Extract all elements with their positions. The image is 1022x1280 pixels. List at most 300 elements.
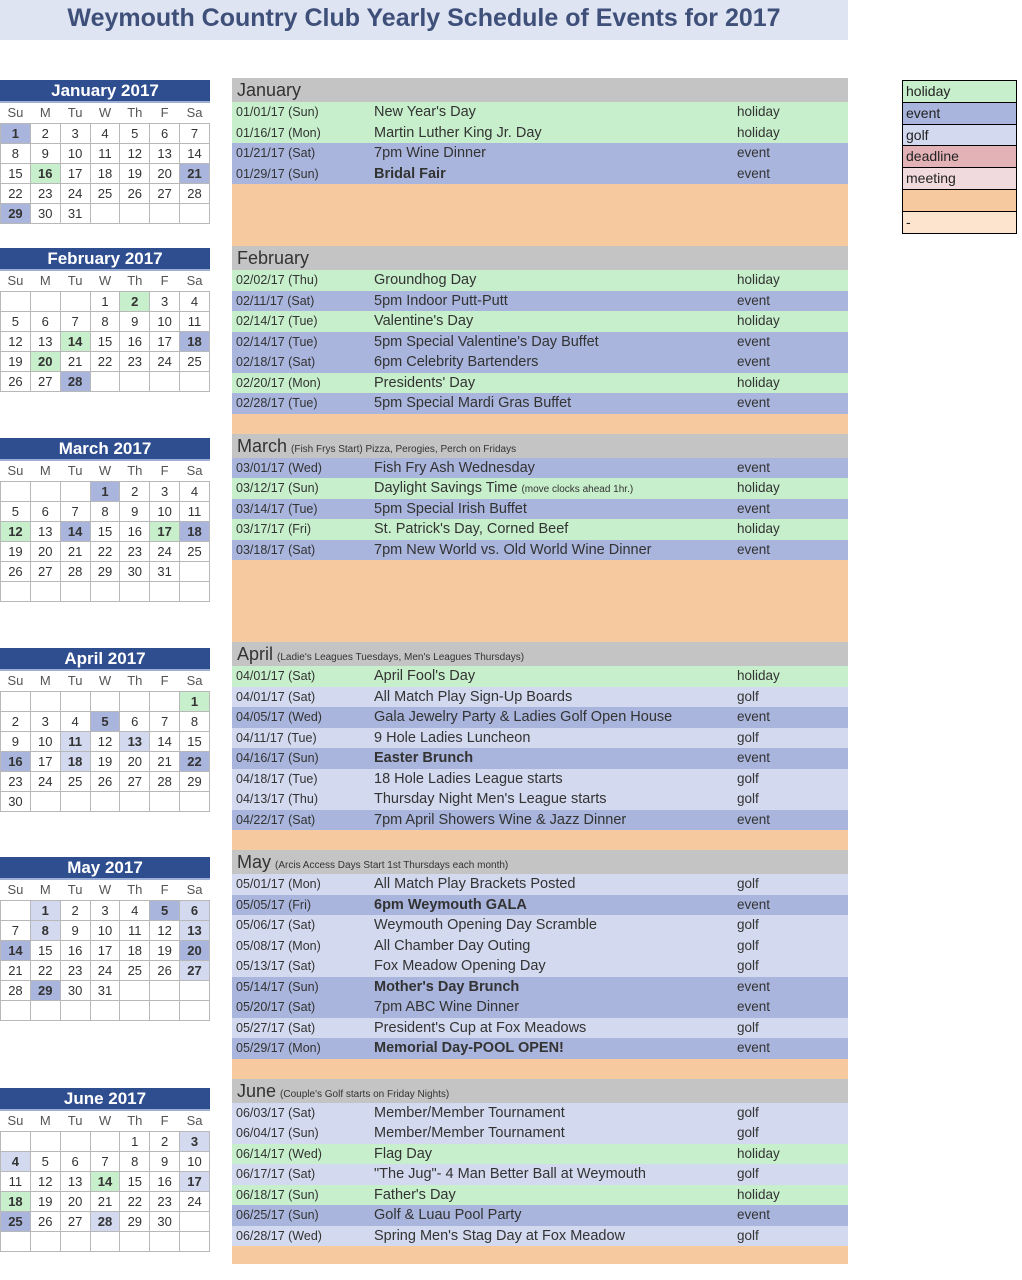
calendar-day: 4: [60, 712, 90, 732]
event-name: [374, 687, 572, 707]
calendar-day: 3: [180, 1132, 210, 1152]
event-row: [232, 1038, 848, 1059]
calendar-day: 13: [30, 522, 60, 542]
event-date: 04/22/17 (Sat): [236, 812, 316, 827]
calendar-day: 15: [180, 732, 210, 752]
event-row: [232, 270, 848, 291]
calendar-day: 28: [1, 981, 31, 1001]
calendar-day: 15: [120, 1172, 150, 1192]
weekday-label: Sa: [180, 461, 210, 482]
calendar-day: [90, 692, 120, 712]
calendar-day: 14: [180, 144, 210, 164]
calendar-day: [90, 1232, 120, 1252]
event-title: "The Jug"- 4 Man Better Ball at Weymouth: [374, 1166, 646, 1182]
calendar-day: 5: [90, 712, 120, 732]
month-note: (Couple's Golf starts on Friday Nights): [280, 1088, 450, 1100]
mini-calendar: [0, 857, 210, 1021]
event-date: 01/01/17 (Sun): [236, 105, 319, 119]
event-name: [374, 1018, 586, 1038]
month-note: (Fish Frys Start) Pizza, Perogies, Perch on Fridays: [291, 443, 517, 455]
calendar-day: [120, 372, 150, 392]
event-date: 01/21/17 (Sat): [236, 146, 316, 160]
event-date: 03/01/17 (Wed): [236, 460, 322, 475]
event-type: event: [737, 292, 771, 308]
calendar-day: 20: [30, 542, 60, 562]
weekday-label: Th: [120, 671, 150, 692]
calendar-day: 10: [60, 144, 90, 164]
calendar-day: 19: [120, 164, 150, 184]
calendar-day: 7: [1, 921, 31, 941]
event-type: golf: [737, 1227, 759, 1243]
calendar-day: 6: [30, 312, 60, 332]
month-header: [232, 246, 848, 270]
event-title: New Year's Day: [374, 104, 476, 120]
event-type: golf: [737, 1019, 759, 1035]
calendar-day: 29: [90, 562, 120, 582]
event-name: [374, 373, 475, 393]
calendar-day: [90, 792, 120, 812]
calendar-day: 4: [1, 1152, 31, 1172]
calendar-day: 16: [150, 1172, 180, 1192]
month-note: (Arcis Access Days Start 1st Thursdays each month): [275, 860, 509, 871]
calendar-day: [30, 582, 60, 602]
event-row: [232, 1226, 848, 1247]
weekday-label: F: [150, 103, 180, 124]
calendar-day: 17: [90, 941, 120, 961]
calendar-day: 24: [180, 1192, 210, 1212]
event-name: [374, 332, 599, 352]
calendar-day: 1: [90, 482, 120, 502]
calendar-day: 7: [180, 124, 210, 144]
calendar-day: 9: [60, 921, 90, 941]
event-type: golf: [737, 917, 759, 932]
weekday-label: F: [150, 671, 180, 692]
calendar-day: 31: [60, 204, 90, 224]
calendar-day: 24: [150, 352, 180, 372]
event-title: 7pm New World vs. Old World Wine Dinner: [374, 541, 652, 558]
legend-item: [903, 190, 1016, 212]
weekday-label: W: [90, 1111, 120, 1132]
month-filler: [232, 184, 848, 246]
event-row: [232, 977, 848, 998]
calendar-grid: [0, 461, 210, 602]
calendar-day: [150, 372, 180, 392]
weekday-label: F: [150, 461, 180, 482]
event-title: Golf & Luau Pool Party: [374, 1207, 522, 1223]
calendar-day: 20: [150, 164, 180, 184]
event-row: [232, 769, 848, 790]
event-date: 05/27/17 (Sat): [236, 1020, 316, 1035]
event-date: 05/14/17 (Sun): [236, 979, 319, 994]
event-date: 04/01/17 (Sat): [236, 669, 316, 683]
calendar-day: 3: [30, 712, 60, 732]
calendar-day: 22: [120, 1192, 150, 1212]
calendar-day: 21: [150, 752, 180, 772]
event-row: [232, 458, 848, 479]
calendar-day: 18: [90, 164, 120, 184]
calendar-day: 31: [90, 981, 120, 1001]
calendar-day: 11: [60, 732, 90, 752]
calendar-day: 22: [90, 352, 120, 372]
calendar-day: 2: [60, 901, 90, 921]
event-date: 05/06/17 (Sat): [236, 918, 316, 932]
calendar-day: [1, 292, 31, 312]
calendar-week: [1, 1172, 210, 1192]
calendar-month-title: June 2017: [0, 1088, 210, 1111]
event-row: [232, 956, 848, 977]
calendar-day: 3: [150, 482, 180, 502]
calendar-day: 30: [120, 562, 150, 582]
event-date: 06/28/17 (Wed): [236, 1228, 322, 1243]
event-date: 06/17/17 (Sat): [236, 1167, 316, 1181]
event-title: 6pm Celebrity Bartenders: [374, 354, 539, 370]
calendar-day: [150, 1001, 180, 1021]
weekday-label: Tu: [60, 671, 90, 692]
legend-item: deadline: [903, 146, 1016, 168]
event-row: [232, 540, 848, 561]
legend-item: meeting: [903, 168, 1016, 190]
weekday-label: Sa: [180, 271, 210, 292]
calendar-day: 18: [180, 522, 210, 542]
calendar-day: 19: [90, 752, 120, 772]
calendar-day: 23: [120, 542, 150, 562]
calendar-grid: [0, 103, 210, 224]
event-name: [374, 1226, 625, 1246]
event-date: 01/29/17 (Sun): [236, 166, 319, 181]
calendar-day: 22: [1, 184, 31, 204]
calendar-day: 26: [1, 562, 31, 582]
weekday-label: M: [30, 103, 60, 124]
calendar-day: [180, 1212, 210, 1232]
calendar-day: 15: [1, 164, 31, 184]
calendar-day: 17: [150, 332, 180, 352]
calendar-day: 25: [180, 352, 210, 372]
event-type: golf: [737, 1166, 759, 1181]
weekday-label: Su: [1, 271, 31, 292]
month-filler: [232, 1059, 848, 1079]
calendar-day: 17: [150, 522, 180, 542]
calendar-week: [1, 1132, 210, 1152]
event-row: [232, 1144, 848, 1165]
legend-item: event: [903, 103, 1016, 125]
calendar-day: 21: [90, 1192, 120, 1212]
page-title: Weymouth Country Club Yearly Schedule of Events for 2017: [0, 0, 848, 40]
event-name: [374, 728, 530, 748]
calendar-day: 14: [60, 522, 90, 542]
weekday-label: Tu: [60, 880, 90, 901]
month-name: February: [237, 248, 310, 268]
mini-calendar: [0, 648, 210, 812]
calendar-day: [60, 792, 90, 812]
event-name: [374, 789, 606, 809]
weekday-row: [1, 103, 210, 124]
calendar-day: 26: [1, 372, 31, 392]
event-row: [232, 332, 848, 353]
event-title: 6pm Weymouth GALA: [374, 896, 527, 913]
calendar-day: 12: [90, 732, 120, 752]
calendar-day: [120, 792, 150, 812]
event-row: [232, 789, 848, 810]
event-type: golf: [737, 1125, 759, 1140]
event-row: [232, 311, 848, 332]
calendar-day: 27: [30, 372, 60, 392]
calendar-week: [1, 312, 210, 332]
weekday-label: Th: [120, 103, 150, 124]
weekday-row: [1, 271, 210, 292]
calendar-grid: [0, 1111, 210, 1252]
calendar-day: 9: [120, 312, 150, 332]
calendar-day: 27: [60, 1212, 90, 1232]
event-title: Flag Day: [374, 1145, 433, 1162]
calendar-day: 28: [60, 372, 90, 392]
calendar-day: 9: [120, 502, 150, 522]
event-date: 04/11/17 (Tue): [236, 730, 317, 745]
calendar-day: 8: [120, 1152, 150, 1172]
calendar-day: 26: [120, 184, 150, 204]
calendar-week: [1, 372, 210, 392]
calendar-day: [180, 204, 210, 224]
weekday-label: M: [30, 461, 60, 482]
event-name: [374, 810, 626, 830]
event-type: event: [737, 145, 771, 160]
calendar-day: 5: [1, 312, 31, 332]
calendar-day: 6: [120, 712, 150, 732]
event-title: Presidents' Day: [374, 374, 476, 391]
event-row: [232, 123, 848, 144]
event-type: golf: [737, 688, 759, 704]
event-row: [232, 707, 848, 728]
calendar-day: 21: [180, 164, 210, 184]
calendar-day: 28: [60, 562, 90, 582]
calendar-day: 12: [150, 921, 180, 941]
calendar-day: 4: [120, 901, 150, 921]
event-title: 7pm ABC Wine Dinner: [374, 999, 520, 1015]
calendar-week: [1, 184, 210, 204]
month-filler: [232, 1246, 848, 1264]
calendar-day: [60, 692, 90, 712]
weekday-label: Su: [1, 880, 31, 901]
event-row: [232, 519, 848, 540]
event-date: 05/01/17 (Mon): [236, 877, 321, 891]
event-row: [232, 352, 848, 373]
calendar-day: [180, 1001, 210, 1021]
calendar-week: [1, 961, 210, 981]
event-name: [374, 666, 475, 686]
calendar-week: [1, 921, 210, 941]
calendar-day: 18: [60, 752, 90, 772]
weekday-label: W: [90, 671, 120, 692]
event-date: 06/18/17 (Sun): [236, 1187, 319, 1202]
event-type: holiday: [737, 124, 780, 140]
event-title: 18 Hole Ladies League starts: [374, 770, 563, 787]
event-type: event: [737, 395, 771, 410]
calendar-day: 9: [1, 732, 31, 752]
calendar-day: 25: [1, 1212, 31, 1232]
calendar-day: [150, 582, 180, 602]
event-title: Mother's Day Brunch: [374, 978, 520, 995]
calendar-day: 22: [180, 752, 210, 772]
calendar-day: [60, 482, 90, 502]
event-type: event: [737, 750, 771, 765]
calendar-week: [1, 772, 210, 792]
calendar-day: [1, 582, 31, 602]
calendar-day: [30, 1132, 60, 1152]
calendar-week: [1, 1212, 210, 1232]
event-type: event: [737, 978, 771, 994]
calendar-day: 30: [1, 792, 31, 812]
event-title: Father's Day: [374, 1186, 456, 1203]
calendar-day: 5: [150, 901, 180, 921]
event-name: [374, 769, 563, 789]
calendar-day: [90, 1001, 120, 1021]
calendar-day: 3: [90, 901, 120, 921]
calendar-day: 2: [150, 1132, 180, 1152]
weekday-label: Su: [1, 1111, 31, 1132]
event-type: holiday: [737, 1186, 780, 1202]
weekday-label: Tu: [60, 1111, 90, 1132]
calendar-week: [1, 692, 210, 712]
calendar-day: 6: [30, 502, 60, 522]
calendar-day: 4: [90, 124, 120, 144]
calendar-day: 25: [60, 772, 90, 792]
event-type: event: [737, 999, 771, 1014]
event-name: [374, 143, 486, 163]
event-row: [232, 164, 848, 185]
event-type: holiday: [737, 272, 780, 287]
calendar-day: 7: [60, 312, 90, 332]
calendar-day: 25: [180, 542, 210, 562]
calendar-day: 2: [120, 292, 150, 312]
calendar-day: 27: [30, 562, 60, 582]
calendar-day: 7: [60, 502, 90, 522]
calendar-month-title: February 2017: [0, 248, 210, 271]
calendar-day: 4: [180, 292, 210, 312]
calendar-day: 29: [1, 204, 31, 224]
weekday-label: W: [90, 461, 120, 482]
event-name: [374, 1144, 432, 1164]
event-date: 04/18/17 (Tue): [236, 771, 318, 786]
event-title: 5pm Indoor Putt-Putt: [374, 292, 508, 309]
calendar-week: [1, 1232, 210, 1252]
weekday-label: W: [90, 103, 120, 124]
calendar-day: [1, 901, 31, 921]
calendar-day: 16: [30, 164, 60, 184]
event-type: holiday: [737, 104, 780, 119]
calendar-week: [1, 712, 210, 732]
calendar-day: 10: [30, 732, 60, 752]
event-type: event: [737, 1040, 771, 1055]
event-row: [232, 748, 848, 769]
event-title: Spring Men's Stag Day at Fox Meadow: [374, 1227, 625, 1244]
event-title: Fish Fry Ash Wednesday: [374, 459, 535, 476]
event-name: [374, 874, 575, 894]
calendar-day: [180, 981, 210, 1001]
event-type: golf: [737, 937, 759, 953]
event-row: [232, 1123, 848, 1144]
calendar-day: 18: [1, 1192, 31, 1212]
event-type: golf: [737, 729, 759, 745]
calendar-week: [1, 752, 210, 772]
calendar-day: [1, 1001, 31, 1021]
weekday-label: Th: [120, 271, 150, 292]
event-row: [232, 936, 848, 957]
event-date: 02/18/17 (Sat): [236, 355, 316, 369]
month-name: May: [237, 852, 272, 872]
event-title: All Chamber Day Outing: [374, 937, 531, 954]
weekday-label: M: [30, 880, 60, 901]
calendar-day: [30, 792, 60, 812]
calendar-day: 8: [30, 921, 60, 941]
event-type: event: [737, 541, 771, 557]
weekday-label: Tu: [60, 103, 90, 124]
event-title: Daylight Savings Time: [374, 480, 518, 496]
calendar-day: 20: [30, 352, 60, 372]
calendar-day: 11: [120, 921, 150, 941]
event-name: [374, 956, 546, 976]
calendar-day: 2: [30, 124, 60, 144]
event-title: Thursday Night Men's League starts: [374, 791, 607, 807]
event-title: 5pm Special Irish Buffet: [374, 500, 527, 517]
calendar-day: [180, 1232, 210, 1252]
event-title: Gala Jewelry Party & Ladies Golf Open House: [374, 709, 673, 725]
event-date: 04/16/17 (Sun): [236, 751, 319, 765]
event-type: holiday: [737, 480, 780, 495]
calendar-day: [60, 1001, 90, 1021]
event-row: [232, 102, 848, 123]
event-title: President's Cup at Fox Meadows: [374, 1019, 587, 1036]
event-row: [232, 1103, 848, 1124]
calendar-day: 17: [60, 164, 90, 184]
calendar-day: [180, 792, 210, 812]
event-name: [374, 291, 508, 311]
event-title: Valentine's Day: [374, 313, 474, 329]
calendar-week: [1, 164, 210, 184]
month-filler: [232, 414, 848, 434]
event-name: [374, 540, 651, 560]
weekday-label: F: [150, 880, 180, 901]
calendar-day: 26: [30, 1212, 60, 1232]
weekday-label: Th: [120, 1111, 150, 1132]
event-row: [232, 895, 848, 916]
calendar-month-title: January 2017: [0, 80, 210, 103]
calendar-day: 10: [90, 921, 120, 941]
calendar-day: 7: [150, 712, 180, 732]
event-title: 7pm Wine Dinner: [374, 145, 487, 161]
calendar-day: 16: [60, 941, 90, 961]
calendar-day: [60, 1132, 90, 1152]
event-title: Bridal Fair: [374, 165, 446, 182]
calendar-day: [180, 372, 210, 392]
calendar-day: 11: [1, 1172, 31, 1192]
calendar-week: [1, 732, 210, 752]
event-date: 03/17/17 (Fri): [236, 522, 312, 536]
event-row: [232, 499, 848, 520]
calendar-day: [1, 692, 31, 712]
event-type: event: [737, 354, 771, 369]
event-row: [232, 373, 848, 394]
calendar-day: 9: [150, 1152, 180, 1172]
calendar-day: 2: [120, 482, 150, 502]
event-date: 05/20/17 (Sat): [236, 1000, 316, 1014]
calendar-week: [1, 1192, 210, 1212]
calendar-day: 10: [180, 1152, 210, 1172]
calendar-day: 14: [90, 1172, 120, 1192]
event-date: 02/20/17 (Mon): [236, 375, 321, 390]
calendar-day: 22: [90, 542, 120, 562]
event-date: 01/16/17 (Mon): [236, 125, 321, 140]
calendar-day: 14: [1, 941, 31, 961]
event-name: [374, 352, 538, 372]
